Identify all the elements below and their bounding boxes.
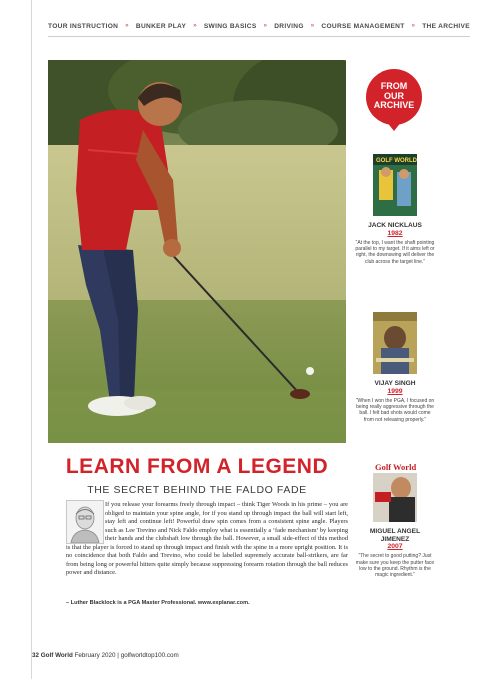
cover-masthead: GOLF WORLD	[376, 158, 417, 164]
player-name: JACK NICKLAUS	[368, 222, 422, 229]
archive-entry-jimenez	[355, 460, 435, 579]
archive-entry-singh	[355, 312, 435, 423]
nav-swing-basics[interactable]: SWING BASICS	[203, 22, 257, 30]
magazine-cover-2007	[373, 460, 417, 522]
nav-separator: »	[263, 23, 268, 29]
badge-line: ARCHIVE	[373, 100, 415, 110]
nav-tour-instruction[interactable]: TOUR INSTRUCTION	[48, 22, 119, 30]
article-subhead: THE SECRET BEHIND THE FALDO FADE	[87, 484, 307, 496]
magazine-cover-1999	[373, 312, 417, 374]
portrait-wrap-space	[66, 501, 105, 543]
nav-bunker-play[interactable]: BUNKER PLAY	[135, 22, 187, 30]
article-headline: LEARN FROM A LEGEND	[65, 455, 329, 478]
section-nav	[48, 18, 468, 34]
website-link[interactable]: golfworldtop100.com	[120, 652, 179, 659]
archive-year[interactable]: 1999	[387, 387, 403, 395]
badge-pointer	[386, 121, 402, 131]
author-credit: – Luther Blacklock is a PGA Master Professional. www.explanar.com.	[66, 600, 250, 606]
margin-rule	[31, 0, 32, 679]
article-body	[66, 501, 348, 578]
player-quote: “At the top, I want the shaft pointing parallel to my target. If it aims left or right, the downswing will deliver the club across the target line.”	[355, 239, 435, 265]
archive-badge	[366, 69, 422, 125]
nav-separator: »	[411, 23, 416, 29]
golfer-illustration	[48, 60, 346, 443]
hero-photo-golfer	[48, 60, 346, 443]
player-quote: “When I won the PGA, I focused on being really aggressive through the ball. I felt bad shots would come from not releasing properly.”	[355, 397, 435, 423]
article-body-text: If you release your forearms freely through impact – think Tiger Woods in his prime – you are obliged to maintain your spine angle, for if you stand up through impact the ball will start left, stay left and continue left! Powerful draw spin comes from a consistent spine angle. Players such as Lee Trevino and Nick Faldo employ what is essentially a ‘fade mechanism’ by keeping their hands and the clubshaft low through the ball. However, a small side-effect of this method is that the player is forced to stand up through impact and finish with the spine in a more upright position. It is no coincidence that both Faldo and Trevino, who could be labelled supremely accurate ball-strikers, are far from being long or powerful hitters quite simply because suppressing forearm rotation through the ball reduces power and distance.	[66, 501, 348, 576]
cover-masthead: Golf World	[375, 462, 417, 472]
nav-separator: »	[193, 23, 197, 29]
footer-separator: |	[117, 652, 119, 659]
magazine-cover-1982	[373, 154, 417, 216]
nav-course-management[interactable]: COURSE MANAGEMENT	[321, 22, 405, 30]
badge-line: FROM	[380, 81, 408, 91]
badge-line: OUR	[384, 90, 404, 101]
magazine-name: Golf World	[40, 652, 73, 659]
player-name: VIJAY SINGH	[374, 380, 416, 387]
archive-entry-nicklaus	[355, 154, 435, 265]
player-name: MIGUEL ANGEL JIMENEZ	[369, 528, 421, 543]
nav-divider	[48, 36, 470, 37]
nav-driving[interactable]: DRIVING	[274, 22, 304, 30]
issue-date: February 2020	[74, 652, 116, 659]
nav-separator: »	[310, 23, 315, 29]
nav-separator: »	[125, 23, 129, 29]
archive-year[interactable]: 2007	[387, 543, 403, 551]
archive-year[interactable]: 1982	[387, 229, 403, 237]
page-footer	[32, 652, 179, 659]
nav-the-archive[interactable]: THE ARCHIVE	[422, 22, 470, 30]
page-number: 32	[32, 652, 40, 659]
player-quote: “The secret to good putting? Just make sure you keep the putter face low to the ground. Rhythm is the magic ingredient.”	[355, 553, 435, 579]
